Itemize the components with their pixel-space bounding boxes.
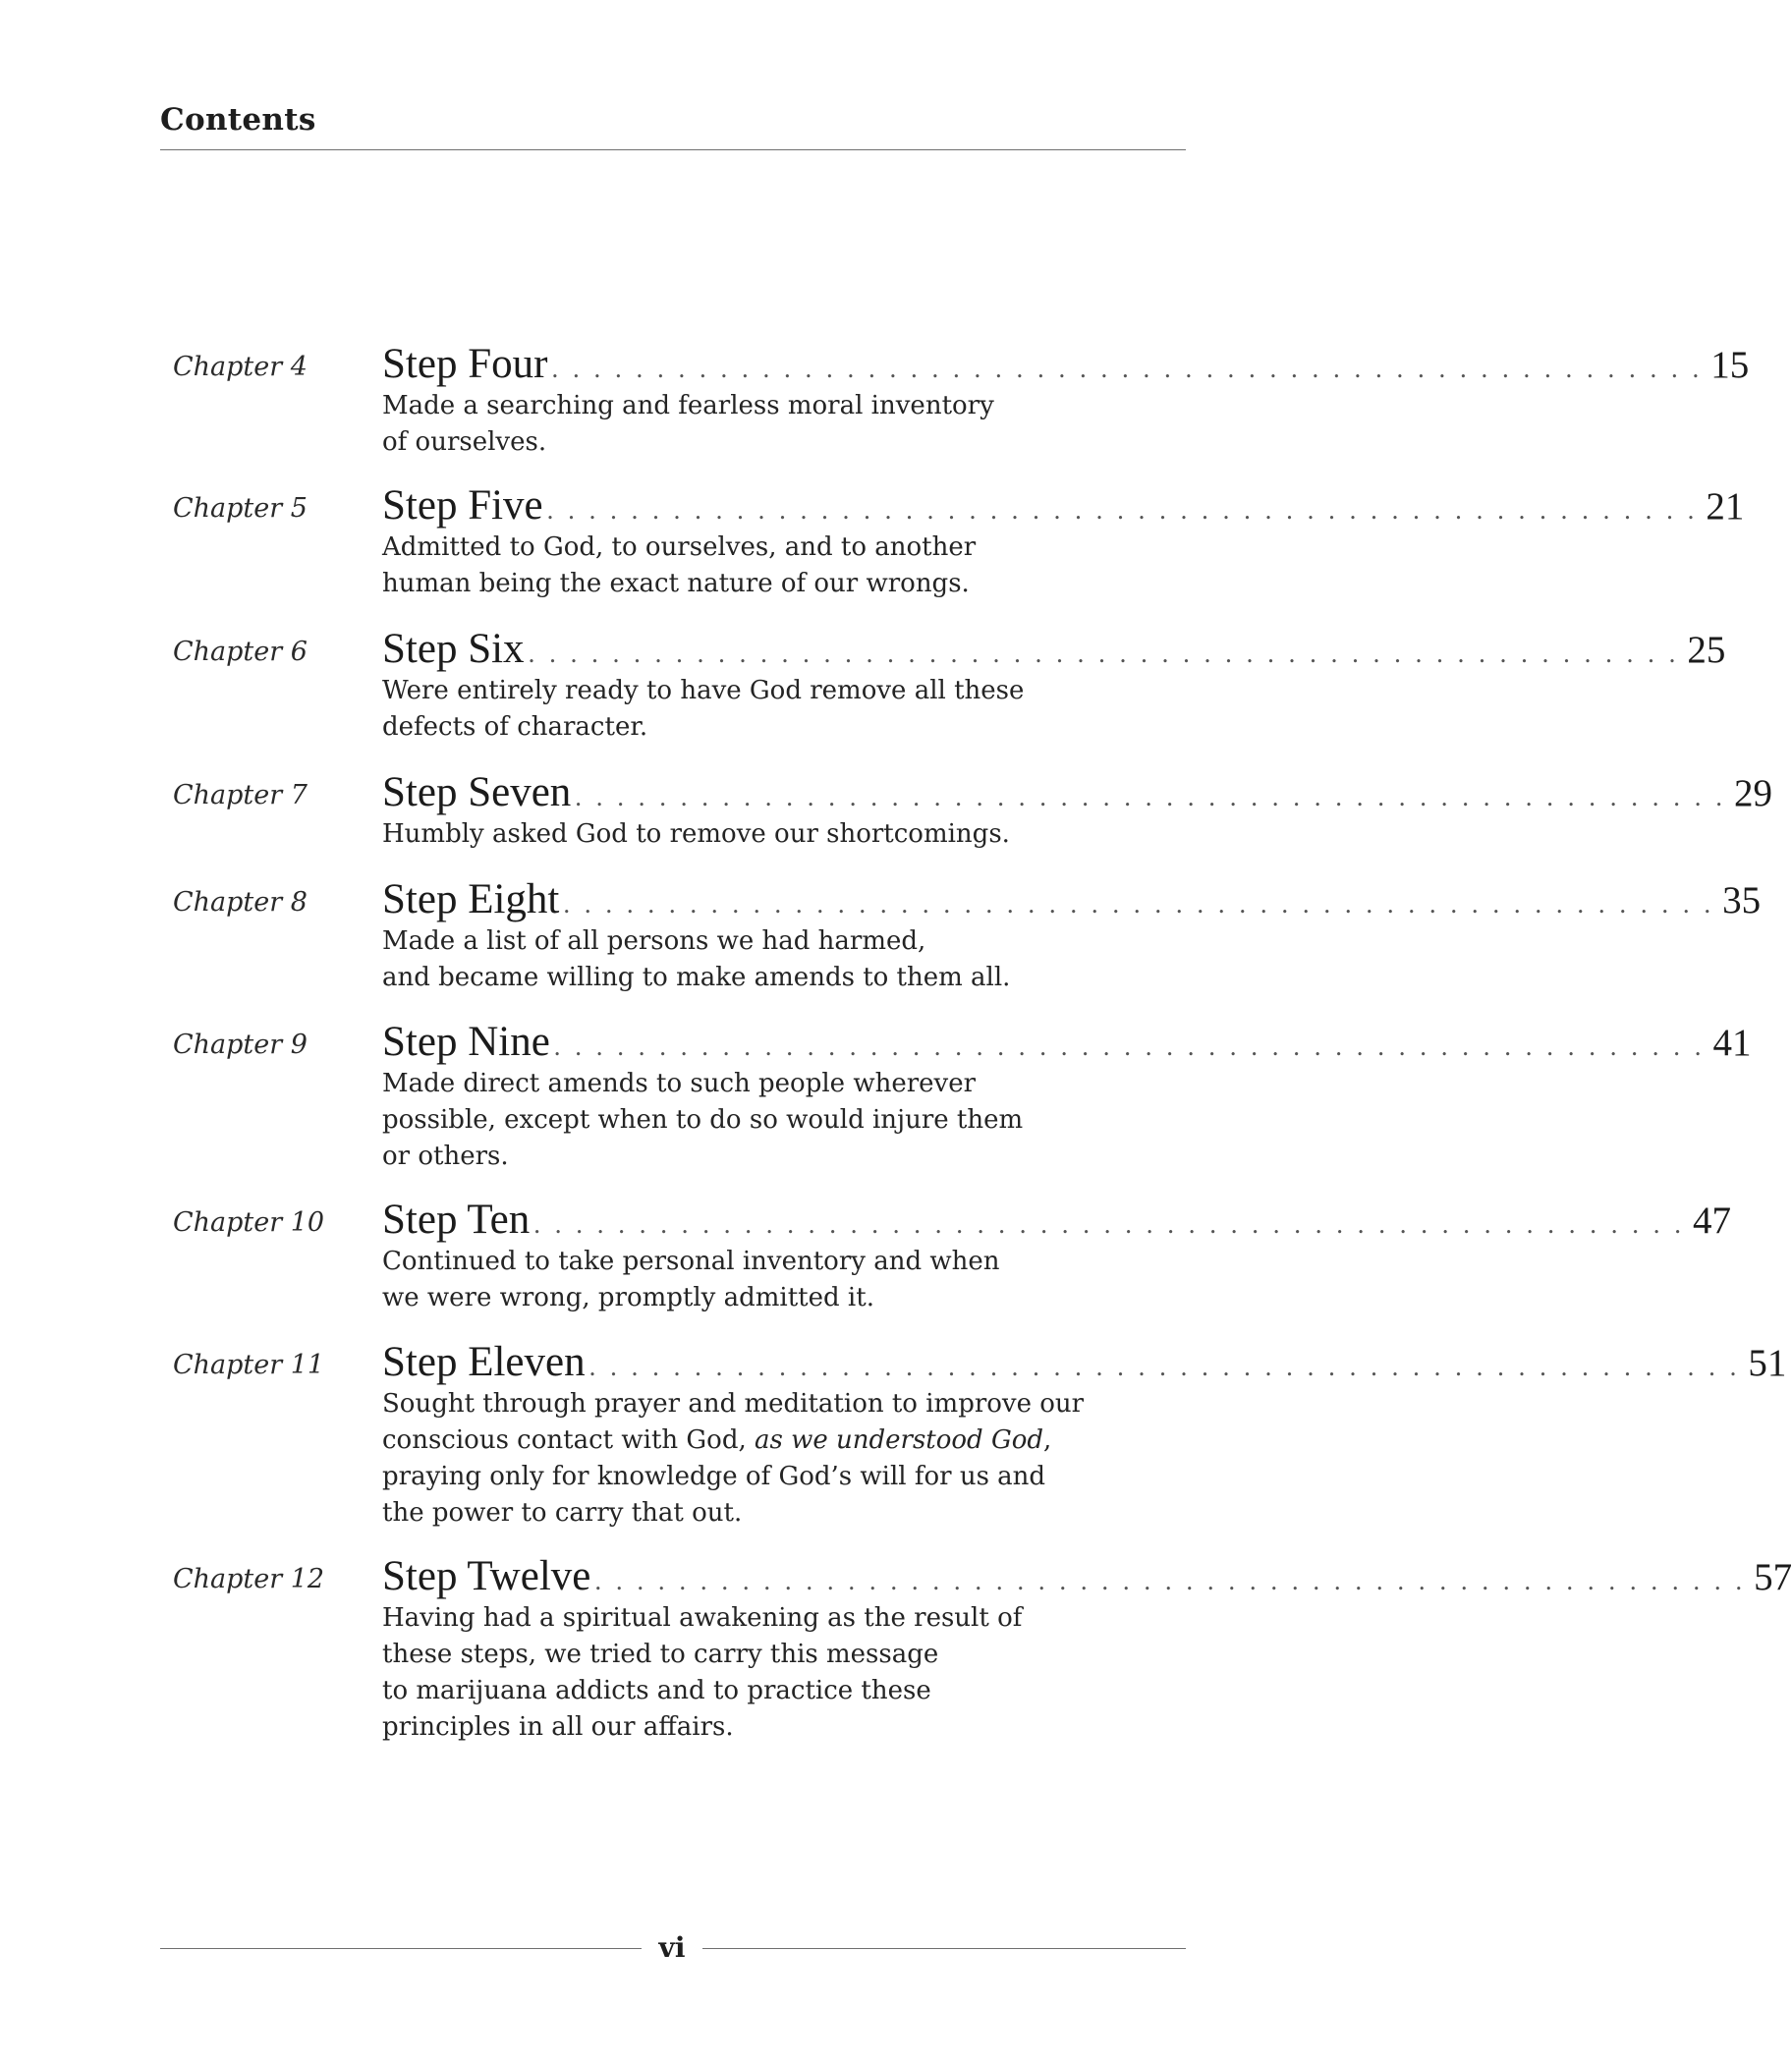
toc-title-line[interactable]: [382, 1018, 1752, 1065]
description-line: Were entirely ready to have God remove all these: [382, 676, 1025, 705]
page-number: 25: [1687, 629, 1726, 671]
chapter-label: Chapter 5: [173, 493, 308, 524]
dot-leader: . . . . . . . . . . . . . . . . . . . . . . . . . . . . . . . . . . . . . . . . . . . . . . . . . . . . . . .: [546, 495, 1699, 525]
dot-leader: . . . . . . . . . . . . . . . . . . . . . . . . . . . . . . . . . . . . . . . . . . . . . . . . . . . . . . .: [553, 1032, 1706, 1061]
page-folio: vi: [658, 1931, 686, 1964]
description-line: we were wrong, promptly admitted it.: [382, 1283, 874, 1312]
step-description: [382, 1386, 1090, 1532]
chapter-label: Chapter 11: [173, 1350, 325, 1380]
toc-title-line[interactable]: [382, 481, 1745, 529]
page-number: 35: [1722, 879, 1762, 921]
dot-leader: . . . . . . . . . . . . . . . . . . . . . . . . . . . . . . . . . . . . . . . . . . . . . . . . . . . . . . .: [575, 782, 1727, 811]
chapter-label: Chapter 7: [173, 780, 308, 810]
step-title: Step Nine: [382, 1019, 550, 1065]
page-number: 57: [1754, 1556, 1792, 1598]
description-line: Made a searching and fearless moral inventory: [382, 391, 994, 420]
description-line: and became willing to make amends to them all.: [382, 963, 1011, 992]
chapter-label: Chapter 8: [173, 887, 308, 918]
page-number: 21: [1706, 485, 1745, 528]
step-title: Step Eleven: [382, 1339, 586, 1385]
step-title: Step Five: [382, 482, 543, 529]
description-line: defects of character.: [382, 712, 648, 742]
step-description: [382, 923, 1090, 996]
chapter-label: Chapter 12: [173, 1564, 325, 1594]
step-title: Step Six: [382, 626, 525, 672]
description-line: or others.: [382, 1142, 509, 1171]
step-title: Step Twelve: [382, 1553, 591, 1599]
page-number: 47: [1693, 1199, 1732, 1242]
description-line: Sought through prayer and meditation to improve our: [382, 1389, 1085, 1419]
toc-title-line[interactable]: [382, 625, 1726, 672]
italic-phrase: as we understood God: [755, 1425, 1044, 1455]
description-line: principles in all our affairs.: [382, 1712, 734, 1742]
description-line: praying only for knowledge of God’s will for us and: [382, 1462, 1046, 1491]
description-line: Made a list of all persons we had harmed,: [382, 926, 926, 956]
step-description: [382, 1600, 1090, 1746]
footer-rule-left: [160, 1948, 642, 1949]
chapter-label: Chapter 9: [173, 1030, 308, 1060]
description-text: ,: [1043, 1425, 1052, 1455]
step-title: Step Eight: [382, 876, 560, 922]
description-line: of ourselves.: [382, 427, 547, 457]
description-line: Made direct amends to such people wherever: [382, 1069, 977, 1098]
step-description: [382, 388, 1090, 461]
description-line: Having had a spiritual awakening as the result of: [382, 1603, 1023, 1633]
description-text: conscious contact with God,: [382, 1425, 755, 1455]
chapter-label: Chapter 6: [173, 637, 308, 667]
page-number: 41: [1712, 1022, 1752, 1064]
toc-title-line[interactable]: [382, 340, 1750, 387]
toc-title-line[interactable]: [382, 1196, 1732, 1243]
step-title: Step Four: [382, 341, 548, 387]
dot-leader: . . . . . . . . . . . . . . . . . . . . . . . . . . . . . . . . . . . . . . . . . . . . . . . . . . . . . . .: [563, 889, 1715, 919]
toc-title-line[interactable]: [382, 1338, 1787, 1385]
step-description: [382, 1066, 1090, 1175]
dot-leader: . . . . . . . . . . . . . . . . . . . . . . . . . . . . . . . . . . . . . . . . . . . . . . . . . . . . . . .: [594, 1566, 1747, 1595]
description-line: the power to carry that out.: [382, 1498, 743, 1528]
dot-leader: . . . . . . . . . . . . . . . . . . . . . . . . . . . . . . . . . . . . . . . . . . . . . . . . . . . . . . .: [551, 354, 1704, 383]
step-description: [382, 1244, 1090, 1316]
description-line: these steps, we tried to carry this message: [382, 1640, 939, 1669]
toc-title-line[interactable]: [382, 875, 1762, 922]
step-title: Step Seven: [382, 769, 572, 815]
description-line: possible, except when to do so would injure them: [382, 1105, 1024, 1135]
dot-leader: . . . . . . . . . . . . . . . . . . . . . . . . . . . . . . . . . . . . . . . . . . . . . . . . . . . . . . .: [588, 1352, 1741, 1381]
page-number: 15: [1710, 344, 1750, 386]
dot-leader: . . . . . . . . . . . . . . . . . . . . . . . . . . . . . . . . . . . . . . . . . . . . . . . . . . . . . . .: [533, 1209, 1686, 1239]
description-line: Admitted to God, to ourselves, and to another: [382, 532, 977, 562]
chapter-label: Chapter 4: [173, 352, 308, 382]
page-number: 51: [1748, 1342, 1787, 1384]
footer-rule-right: [702, 1948, 1186, 1949]
step-description: [382, 530, 1090, 602]
running-head-title: Contents: [160, 102, 316, 138]
toc-title-line[interactable]: [382, 768, 1773, 815]
dot-leader: . . . . . . . . . . . . . . . . . . . . . . . . . . . . . . . . . . . . . . . . . . . . . . . . . . . . . . .: [528, 639, 1680, 668]
toc-title-line[interactable]: [382, 1552, 1792, 1599]
page-number: 29: [1734, 772, 1773, 814]
description-line: human being the exact nature of our wrongs.: [382, 569, 970, 598]
chapter-label: Chapter 10: [173, 1207, 325, 1238]
description-line: Continued to take personal inventory and when: [382, 1247, 1000, 1276]
step-description: [382, 673, 1090, 746]
step-title: Step Ten: [382, 1197, 531, 1243]
description-line: [382, 1422, 1090, 1459]
description-line: to marijuana addicts and to practice these: [382, 1676, 931, 1705]
step-description: [382, 816, 1090, 853]
description-line: Humbly asked God to remove our shortcomings.: [382, 819, 1010, 849]
